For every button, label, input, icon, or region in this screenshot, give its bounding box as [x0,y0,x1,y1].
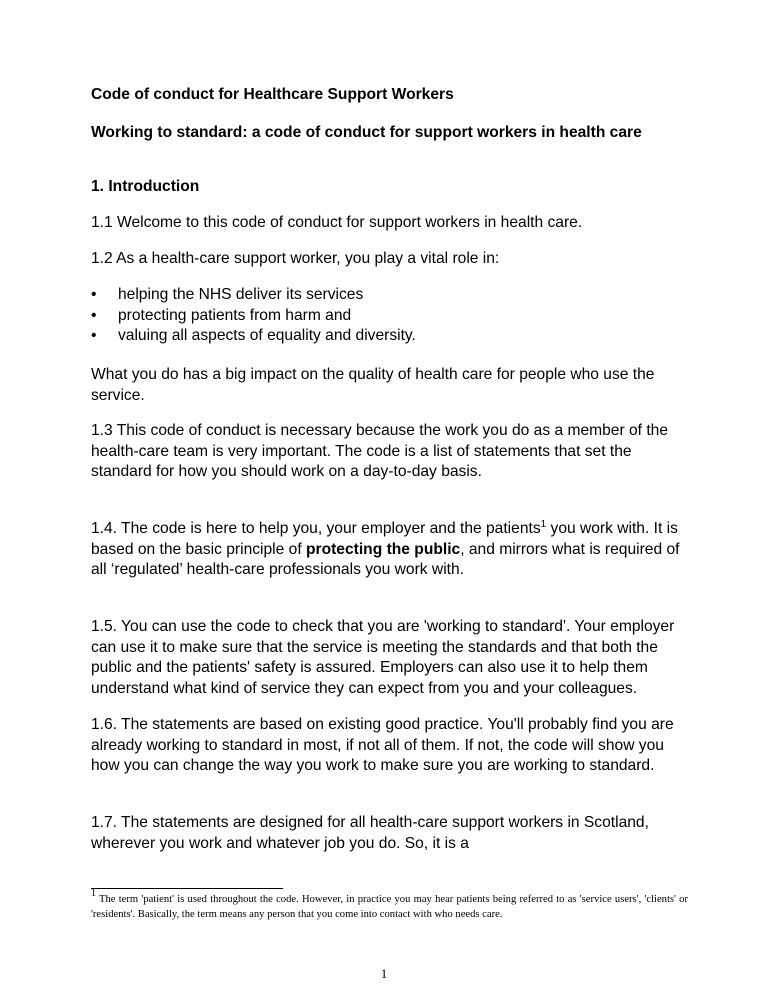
bullet-icon: • [91,286,97,303]
paragraph-impact: What you do has a big impact on the quality of health care for people who use the service. [91,366,655,404]
paragraph-1-3: 1.3 This code of conduct is necessary because the work you do as a member of the health-care team is very important. The code is a list of statements that set the standard for how you should work on a day-to-day basis. [91,422,668,480]
paragraph-1-4 [91,519,691,581]
footnote [91,888,688,922]
footnote-reference: 1 [540,519,547,530]
list-item-text: protecting patients from harm and [118,306,352,324]
paragraph-1-7: 1.7. The statements are designed for all health-care support workers in Scotland, wherever you work and whatever job you do. So, it is a [91,814,649,852]
footnote-marker: 1 [91,888,96,899]
list-item [91,326,691,347]
footnote-separator [91,888,283,889]
list-item [91,306,691,327]
document-title: Code of conduct for Healthcare Support Workers [91,86,454,103]
paragraph-1-1: 1.1 Welcome to this code of conduct for support workers in health care. [91,214,583,231]
bullet-icon: • [91,327,97,344]
emphasis-protecting-the-public: protecting the public [306,540,461,558]
paragraph-1-2: 1.2 As a health-care support worker, you play a vital role in: [91,250,500,267]
list-item [91,285,691,306]
list-item-text: valuing all aspects of equality and diversity. [118,327,416,344]
section-heading: 1. Introduction [91,178,200,195]
list-item-text: helping the NHS deliver its services [118,286,364,303]
footnote-text: The term 'patient' is used throughout the code. However, in practice you may hear patients being referred to as 'service users', 'clients' or 'residents'. Basically, the term means any person that you come into contact with who needs care. [91,894,688,920]
paragraph-1-4-text-b: you work with. It is based on the basic principle of [91,520,678,558]
paragraph-1-5: 1.5. You can use the code to check that you are 'working to standard'. Your employer can use it to make sure that the service is meeting the standards and that both the public and the patients' safety is assured. Employers can also use it to help them understand what kind of service they can expect from you and your colleagues. [91,618,675,697]
document-subtitle: Working to standard: a code of conduct for support workers in health care [91,124,642,141]
bullet-icon: • [91,306,97,324]
paragraph-1-4-text-a: 1.4. The code is here to help you, your employer and the patients [91,520,541,537]
paragraph-1-6: 1.6. The statements are based on existing good practice. You'll probably find you are already working to standard in most, if not all of them. If not, the code will show you how you can change the way you work to make sure you are working to standard. [91,716,674,774]
role-bullet-list [91,285,691,347]
page-number: 1 [380,966,388,981]
paragraph-1-4-text-c: , and mirrors what is required of all ‘regulated’ health-care professionals you work with. [91,540,680,578]
